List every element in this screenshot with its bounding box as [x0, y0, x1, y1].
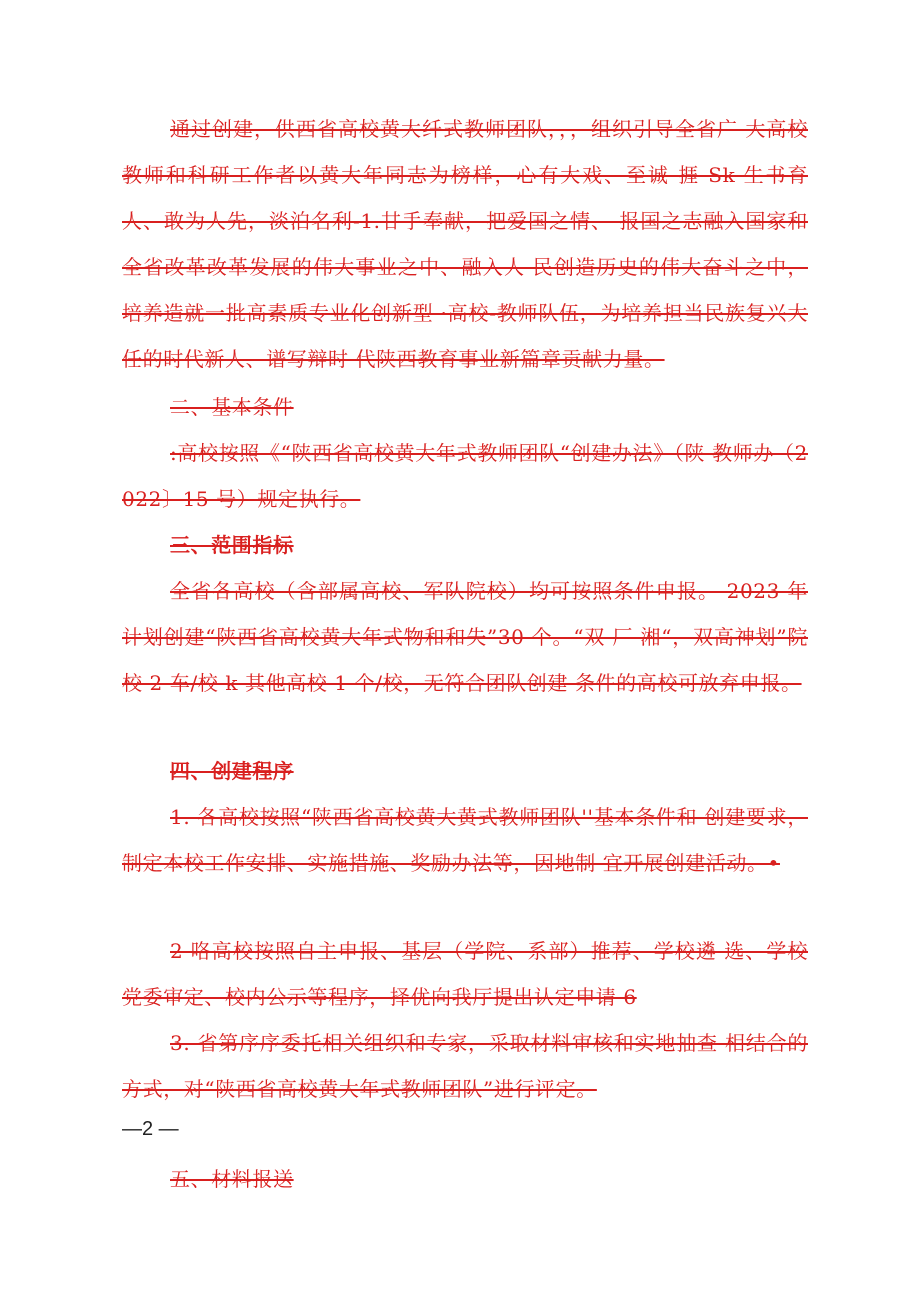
section-heading-material-submission: 五、材料报送: [170, 1167, 294, 1191]
procedure-step-1: 1. 各高校按照“陕西省高校黄大黄式教师团队''基本条件和 创建要求，制定本校工作安排、实施措施、奖励办法等，因地制 宜开展创建活动。•: [122, 805, 808, 875]
procedure-step-3: 3. 省第序序委托相关组织和专家，采取材料审核和实地抽查 相结合的方式，对“陕西省高校黄大年式教师团队”进行评定。: [122, 1031, 808, 1101]
procedure-step-2: 2 咯高校按照自主申报、基层（学院、系部）推荐、学校遴 选、学校党委审定、校内公示等程序，择优向我厅提出认定申请 6: [122, 939, 808, 1009]
scope-quota-paragraph: 全省各高校（含部属高校、军队院校）均可按照条件申报。 2023 年计划创建“陕西省高校黄大年式物和和失”30 个。“双 厂 湘“，双高神划”院校 2 车/校 k 其他高校 1 个/校，无符合团队创建 条件的高校可放弃申报。: [122, 579, 808, 695]
section-heading-procedure: 四、创建程序: [170, 759, 294, 783]
page-number: —2 —: [122, 1118, 179, 1140]
intro-paragraph: 通过创建，供西省高校黄大纤式教师团队，，，组织引导全省广 大高校教师和科研工作者以黄大年同志为榜样，心有大戏、至诚 捱 Sk 生书育人、敢为人先，淡泊名利-1.甘手奉献，把爱国之情、 报国之志融入国家和全省改革改革发展的伟大事业之中、融入人 民创造历史的伟大奋斗之中，培养造就一批高素质专业化创新型 ·高校-教师队伍，为培养担当民族复兴大任的时代新人、谱写辩时 代陕西教育事业新篇章贡献力量。: [122, 117, 808, 371]
section-heading-basic-conditions: 二、基本条件: [170, 395, 294, 419]
section-heading-scope-quota: 三、范围指标: [170, 533, 294, 557]
basic-conditions-paragraph: :高校按照《“陕西省高校黄大年式教师团队“创建办法》（陕 教师办（2022〕15 号）规定执行。: [122, 441, 808, 511]
